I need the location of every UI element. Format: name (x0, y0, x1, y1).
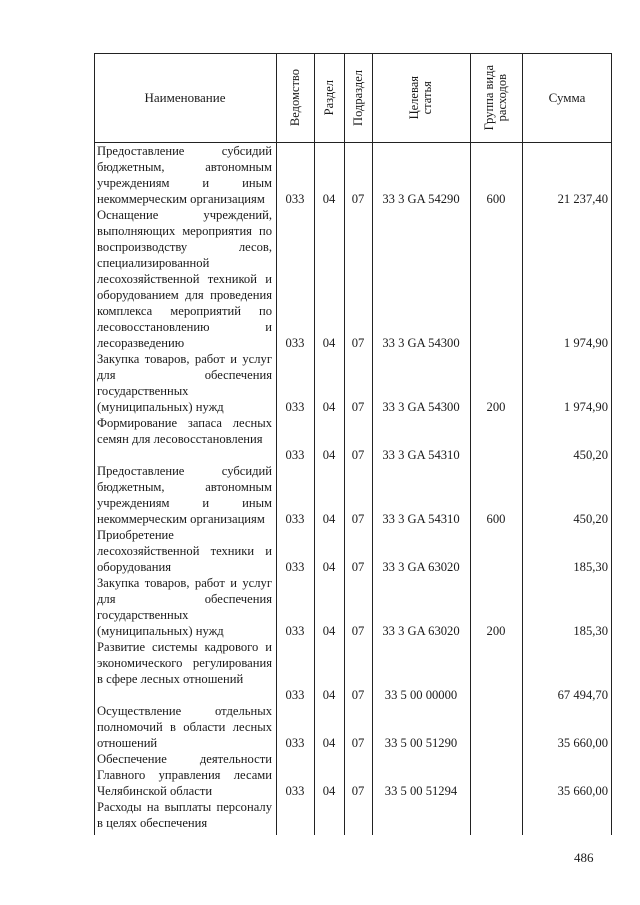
row-name: Осуществление отдельных полномочий в области лесных отношений (97, 704, 272, 750)
row-razdel: 04 (322, 624, 336, 638)
row-vedomstvo: 033 (285, 736, 305, 750)
row-razdel: 04 (322, 448, 336, 462)
row-razdel: 04 (322, 688, 336, 702)
row-summa: 450,20 (573, 448, 608, 462)
row-gruppa: 200 (486, 624, 506, 638)
column-divider (470, 53, 471, 835)
row-podrazdel: 07 (351, 784, 365, 798)
row-celevaya-statya: 33 3 GA 54290 (382, 192, 460, 206)
row-podrazdel: 07 (351, 400, 365, 414)
column-header-podrazdel (344, 54, 372, 142)
row-celevaya-statya: 33 3 GA 54300 (382, 336, 460, 350)
column-header-razdel-label: Раздел (321, 80, 336, 116)
row-name: Закупка товаров, работ и услуг для обеспечения государственных (муниципальных) нужд (97, 352, 272, 414)
row-razdel: 04 (322, 400, 336, 414)
row-name: Расходы на выплаты персоналу в целях обеспечения (97, 800, 272, 830)
row-vedomstvo: 033 (285, 400, 305, 414)
row-celevaya-statya: 33 5 00 51294 (384, 784, 458, 798)
column-header-gruppa-label: Группа вида расходов (482, 65, 509, 131)
column-header-razdel (314, 54, 344, 142)
row-podrazdel: 07 (351, 192, 365, 206)
row-podrazdel: 07 (351, 448, 365, 462)
row-celevaya-statya: 33 3 GA 54300 (382, 400, 460, 414)
row-vedomstvo: 033 (285, 624, 305, 638)
row-podrazdel: 07 (351, 336, 365, 350)
table-left-border (94, 53, 95, 835)
page-number: 486 (574, 850, 594, 865)
row-vedomstvo: 033 (285, 192, 305, 206)
column-divider (372, 53, 373, 835)
row-vedomstvo: 033 (285, 448, 305, 462)
row-vedomstvo: 033 (285, 688, 305, 702)
row-name: Формирование запаса лесных семян для лесовосстановления (97, 416, 272, 446)
row-summa: 1 974,90 (563, 400, 608, 414)
column-header-vedomstvo (276, 54, 314, 142)
row-vedomstvo: 033 (285, 336, 305, 350)
row-vedomstvo: 033 (285, 784, 305, 798)
column-divider (276, 53, 277, 835)
row-razdel: 04 (322, 192, 336, 206)
column-header-vedomstvo-label: Ведомство (287, 69, 302, 127)
row-name: Предоставление субсидий бюджетным, автономным учреждениям и иным некоммерческим организациям (97, 144, 272, 206)
row-podrazdel: 07 (351, 624, 365, 638)
row-podrazdel: 07 (351, 560, 365, 574)
row-summa: 185,30 (573, 560, 608, 574)
column-header-celevaya-label: Целевая статья (407, 76, 434, 120)
row-celevaya-statya: 33 3 GA 63020 (382, 624, 460, 638)
row-summa: 21 237,40 (557, 192, 608, 206)
row-summa: 35 660,00 (557, 784, 608, 798)
column-divider (522, 53, 523, 835)
row-summa: 67 494,70 (557, 688, 608, 702)
row-celevaya-statya: 33 3 GA 63020 (382, 560, 460, 574)
row-celevaya-statya: 33 5 00 00000 (384, 688, 458, 702)
row-podrazdel: 07 (351, 688, 365, 702)
row-razdel: 04 (322, 560, 336, 574)
row-gruppa: 200 (486, 400, 506, 414)
row-name: Обеспечение деятельности Главного управления лесами Челябинской области (97, 752, 272, 798)
column-header-gruppa-vida-rashodov (470, 54, 522, 142)
row-vedomstvo: 033 (285, 512, 305, 526)
column-header-podrazdel-label: Подраздел (350, 70, 365, 126)
row-podrazdel: 07 (351, 512, 365, 526)
row-podrazdel: 07 (351, 736, 365, 750)
table-right-border (611, 53, 612, 835)
column-divider (344, 53, 345, 835)
row-name: Предоставление субсидий бюджетным, автономным учреждениям и иным некоммерческим организациям (97, 464, 272, 526)
column-header-name: Наименование (144, 90, 226, 105)
row-summa: 185,30 (573, 624, 608, 638)
row-summa: 450,20 (573, 512, 608, 526)
column-header-celevaya-statya (372, 54, 470, 142)
row-razdel: 04 (322, 736, 336, 750)
row-vedomstvo: 033 (285, 560, 305, 574)
row-razdel: 04 (322, 336, 336, 350)
row-razdel: 04 (322, 784, 336, 798)
row-summa: 1 974,90 (563, 336, 608, 350)
row-summa: 35 660,00 (557, 736, 608, 750)
row-celevaya-statya: 33 3 GA 54310 (382, 512, 460, 526)
row-name: Закупка товаров, работ и услуг для обеспечения государственных (муниципальных) нужд (97, 576, 272, 638)
row-name: Приобретение лесохозяйственной техники и оборудования (97, 528, 272, 574)
row-gruppa: 600 (486, 192, 506, 206)
row-name: Оснащение учреждений, выполняющих мероприятия по воспроизводству лесов, специализированной лесохозяйственной техникой и оборудованием для проведения комплекса мероприятий по лесовосстановлению и лесоразведению (97, 208, 272, 350)
column-header-summa: Сумма (548, 90, 586, 105)
column-divider (314, 53, 315, 835)
row-gruppa: 600 (486, 512, 506, 526)
row-razdel: 04 (322, 512, 336, 526)
row-name: Развитие системы кадрового и экономического регулирования в сфере лесных отношений (97, 640, 272, 686)
row-celevaya-statya: 33 5 00 51290 (384, 736, 458, 750)
row-celevaya-statya: 33 3 GA 54310 (382, 448, 460, 462)
